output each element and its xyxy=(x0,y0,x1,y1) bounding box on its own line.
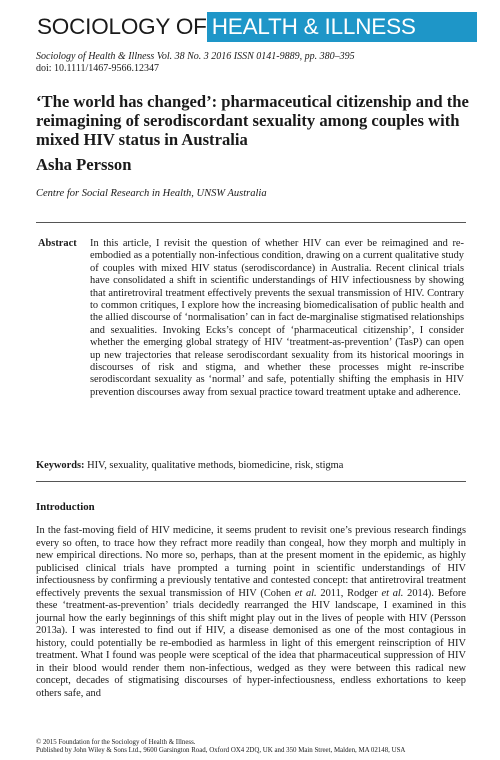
article-title: ‘The world has changed’: pharmaceutical citizenship and the reimagining of serodiscordant sexuality among couples with mixed HIV status in Australia xyxy=(36,92,469,149)
citation-block xyxy=(36,51,466,75)
journal-name-right: HEALTH & ILLNESS xyxy=(207,12,477,42)
keywords-text: HIV, sexuality, qualitative methods, biomedicine, risk, stigma xyxy=(87,460,344,471)
keywords-label: Keywords: xyxy=(36,460,85,471)
introduction-text: In the fast-moving field of HIV medicine, it seems prudent to revisit one’s previous research findings every so often, to trace how they refract more readily than congeal, how they morph and multiply in new empirical directions. No more so, perhaps, than at the present moment in the epidemic, as highly publicised clinical trials have prompted a turning point in scientific understandings of HIV infectiousness by confirming a previously tentative and contested concept: that antiretroviral treatment effectively prevents the sexual transmission of HIV (Cohen et al. 2011, Rodger et al. 2014). Before these ‘treatment-as-prevention’ trials decidedly rearranged the HIV landscape, I examined in this journal how the early beginnings of this shift might play out in the lives of people with HIV (Persson 2013a). I was interested to find out if HIV, a disease demonised as one of the most contagious in history, could potentially be re-embodied as harmless in light of this emergent reinscription of HIV treatment. What I found was people were sceptical of the idea that pharmaceutical suppression of HIV in their blood would render them non-infectious, wedged as they were between this radical new concept, decades of stigmatising discourses of hyper-infectiousness, endless exhortations to keep others safe, and xyxy=(36,525,467,699)
author-affiliation: Centre for Social Research in Health, UNSW Australia xyxy=(36,188,267,199)
introduction-heading: Introduction xyxy=(36,501,95,513)
journal-banner xyxy=(35,12,477,42)
footer-publisher: Published by John Wiley & Sons Ltd., 9600 Garsington Road, Oxford OX4 2DQ, UK and 350 Main Street, Malden, MA 02148, USA xyxy=(36,747,406,754)
footer-copyright: © 2015 Foundation for the Sociology of Health & Illness. xyxy=(36,739,196,746)
abstract-bottom-rule xyxy=(36,481,466,482)
doi-line: doi: 10.1111/1467-9566.12347 xyxy=(36,63,160,74)
article-author: Asha Persson xyxy=(36,155,132,174)
abstract-text: In this article, I revisit the question of whether HIV can ever be reimagined and re-embodied as a potentially non-infectious condition, drawing on a current qualitative study of couples with mixed HIV status (serodiscordance) in Australia. Recent clinical trials have consolidated a shift in scientific understandings of HIV infectiousness by showing that antiretroviral treatment effectively prevents the sexual transmission of HIV. Contrary to common critiques, I explore how the increasing biomedicalisation of public health and the allied discourse of ‘normalisation’ can in fact de-marginalise stigmatised relationships and sexualities. Invoking Ecks’s concept of ‘pharmaceutical citizenship’, I consider whether the emerging global strategy of HIV ‘treatment-as-prevention’ (TasP) can open up new trajectories that release serodiscordant sexuality from its historical moorings in discourses of risk and stigma, and whether these processes might re-inscribe serodiscordant sexuality as ‘normal’ and safe, potentially shifting the emphasis in HIV prevention discourses away from sexual practice toward treatment uptake and adherence. xyxy=(90,238,464,398)
citation-line: Sociology of Health & Illness Vol. 38 No. 3 2016 ISSN 0141-9889, pp. 380–395 xyxy=(36,51,355,62)
abstract-top-rule xyxy=(36,222,466,223)
keywords-line xyxy=(36,460,466,472)
page-footer xyxy=(36,739,472,755)
abstract-label: Abstract xyxy=(38,238,77,249)
abstract-section xyxy=(38,238,464,399)
journal-name-left: SOCIOLOGY OF xyxy=(35,12,207,42)
